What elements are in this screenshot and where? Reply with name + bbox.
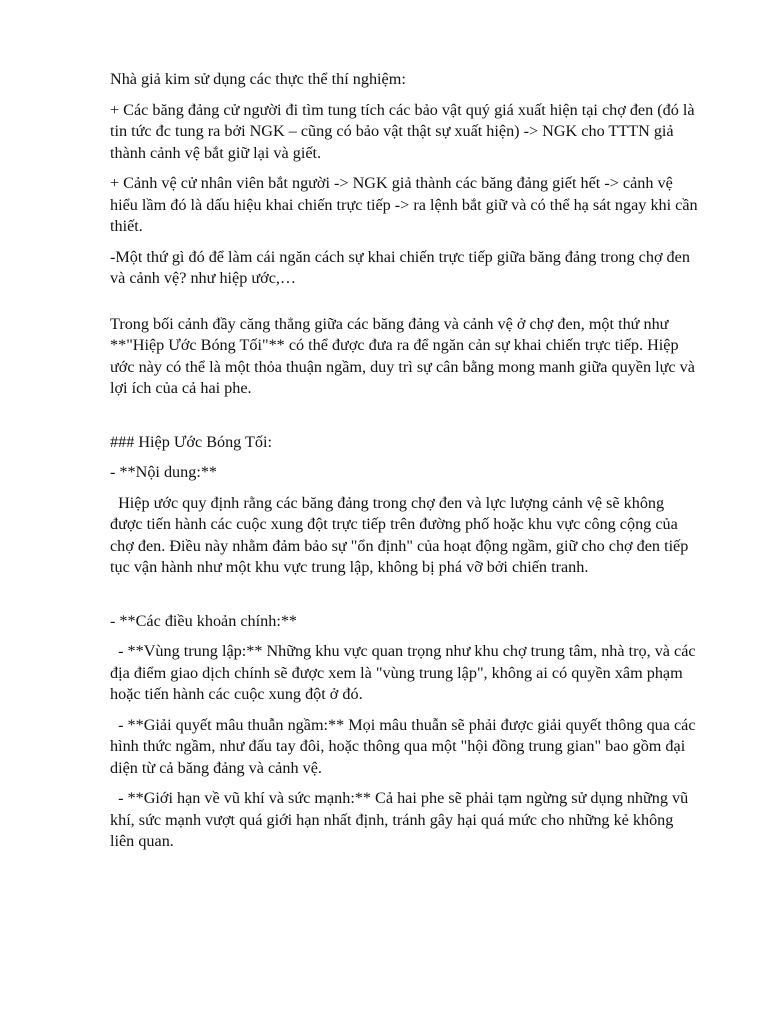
- intro-line: Nhà giả kim sử dụng các thực thể thí nghiệm:: [110, 70, 406, 88]
- section-heading: ### Hiệp Ước Bóng Tối:: [110, 432, 273, 451]
- paragraph-gang-search: + Các băng đảng cử người đi tìm tung tích các bảo vật quý giá xuất hiện tại chợ đen (đó là tin tức đc tung ra bởi NGK – cũng có bảo vật thật sự xuất hiện) -> NGK cho TTTN giả thành cảnh vệ bắt giữ lại và giết.: [110, 100, 699, 162]
- term-neutral-zone: - **Vùng trung lập:** Những khu vực quan trọng như khu chợ trung tâm, nhà trọ, và các địa điểm giao dịch chính sẽ được xem là "vùng trung lập", không ai có quyền xâm phạm hoặc tiến hành các cuộc xung đột ở đó.: [110, 642, 700, 703]
- term-weapon-limit: - **Giới hạn về vũ khí và sức mạnh:** Cả hai phe sẽ phải tạm ngừng sử dụng những vũ khí, sức mạnh vượt quá giới hạn nhất định, tránh gây hại quá mức cho những kẻ không liên quan.: [110, 789, 693, 850]
- paragraph-context: Trong bối cảnh đầy căng thẳng giữa các băng đảng và cảnh vệ ở chợ đen, một thứ như **"Hiệp Ước Bóng Tối"** có thể được đưa ra để ngăn cản sự khai chiến trực tiếp. Hiệp ước này có thể là một thỏa thuận ngầm, duy trì sự cân bằng mong manh giữa quyền lực và lợi ích của cả hai phe.: [110, 314, 699, 397]
- term-conflict-resolution: - **Giải quyết mâu thuẫn ngầm:** Mọi mâu thuẫn sẽ phải được giải quyết thông qua các hình thức ngầm, như đấu tay đôi, hoặc thông qua một "hội đồng trung gian" bao gồm đại diện từ cả băng đảng và cảnh vệ.: [110, 715, 700, 777]
- paragraph-question: -Một thứ gì đó để làm cái ngăn cách sự khai chiến trực tiếp giữa băng đảng trong chợ đen và cảnh vệ? như hiệp ước,…: [110, 247, 694, 287]
- document-body: [110, 69, 700, 862]
- paragraph-content: Hiệp ước quy định rằng các băng đảng trong chợ đen và lực lượng cảnh vệ sẽ không được tiến hành các cuộc xung đột trực tiếp trên đường phố hoặc khu vực công cộng của chợ đen. Điều này nhằm đảm bảo sự "ổn định" của hoạt động ngầm, giữ cho chợ đen tiếp tục vận hành như một khu vực trung lập, không bị phá vỡ bởi chiến tranh.: [110, 493, 693, 576]
- content-label: - **Nội dung:**: [110, 463, 218, 481]
- terms-label: - **Các điều khoản chính:**: [110, 611, 298, 630]
- paragraph-guard-arrest: + Cảnh vệ cử nhân viên bắt người -> NGK giả thành các băng đảng giết hết -> cảnh vệ hiểu lầm đó là dấu hiệu khai chiến trực tiếp -> ra lệnh bắt giữ và có thể hạ sát ngay khi cần thiết.: [110, 174, 702, 235]
